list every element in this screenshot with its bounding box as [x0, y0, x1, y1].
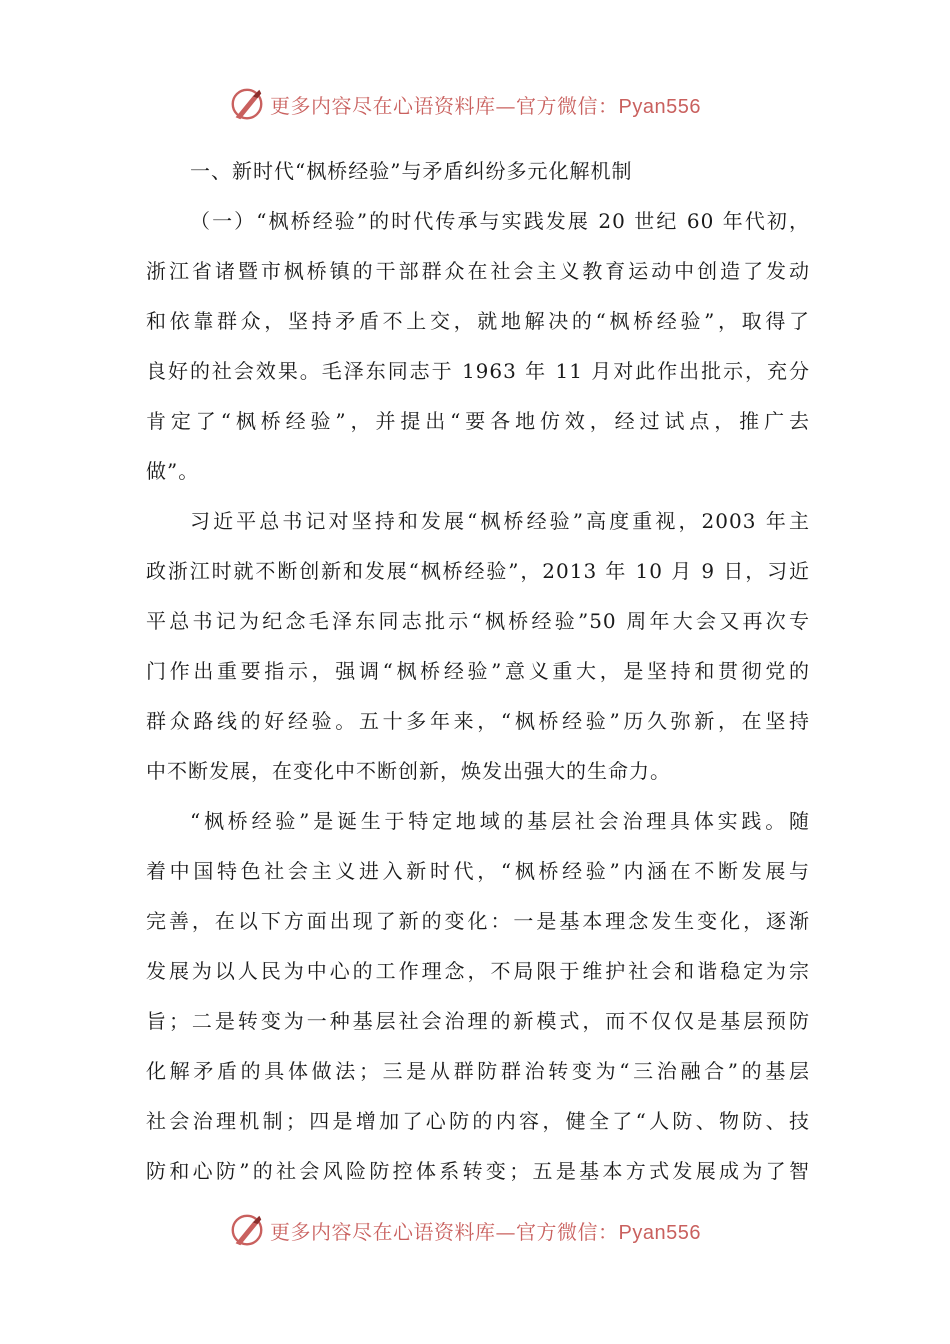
paragraph-line: 完善，在以下方面出现了新的变化：一是基本理念发生变化，逐渐	[146, 909, 810, 933]
paragraph-line: “枫桥经验”是诞生于特定地域的基层社会治理具体实践。随	[190, 809, 810, 833]
paragraph-line: 群众路线的好经验。五十多年来，“枫桥经验”历久弥新，在坚持	[146, 709, 810, 733]
paragraph-line: 平总书记为纪念毛泽东同志批示“枫桥经验”50 周年大会又再次专	[146, 609, 810, 633]
pen-logo-icon	[228, 1211, 266, 1249]
paragraph-line: 发展为以人民为中心的工作理念，不局限于维护社会和谐稳定为宗	[146, 959, 810, 983]
paragraph-1	[146, 196, 810, 496]
watermark-bottom	[228, 1210, 701, 1250]
paragraph-line: 良好的社会效果。毛泽东同志于 1963 年 11 月对此作出批示，充分	[146, 359, 810, 383]
paragraph-line: 中不断发展，在变化中不断创新，焕发出强大的生命力。	[146, 759, 671, 783]
paragraph-line: 社会治理机制；四是增加了心防的内容，健全了“人防、物防、技	[146, 1109, 810, 1133]
paragraph-line: 习近平总书记对坚持和发展“枫桥经验”高度重视，2003 年主	[190, 509, 810, 533]
section-heading: 一、新时代“枫桥经验”与矛盾纠纷多元化解机制	[190, 159, 633, 183]
paragraph-3	[146, 796, 810, 1196]
watermark-text: 更多内容尽在心语资料库—官方微信：Pyan556	[270, 1219, 701, 1244]
watermark-top	[228, 84, 701, 124]
pen-logo-icon	[228, 85, 266, 123]
paragraph-line: 化解矛盾的具体做法；三是从群防群治转变为“三治融合”的基层	[146, 1059, 810, 1083]
document-body	[146, 146, 810, 1196]
paragraph-line: 浙江省诸暨市枫桥镇的干部群众在社会主义教育运动中创造了发动	[146, 259, 810, 283]
paragraph-line: 旨；二是转变为一种基层社会治理的新模式，而不仅仅是基层预防	[146, 1009, 810, 1033]
paragraph-line: 政浙江时就不断创新和发展“枫桥经验”，2013 年 10 月 9 日，习近	[146, 559, 810, 583]
paragraph-line: 着中国特色社会主义进入新时代，“枫桥经验”内涵在不断发展与	[146, 859, 810, 883]
paragraph-line: 门作出重要指示，强调“枫桥经验”意义重大，是坚持和贯彻党的	[146, 659, 810, 683]
paragraph-line: 肯定了“枫桥经验”，并提出“要各地仿效，经过试点，推广去	[146, 409, 810, 433]
paragraph-line: 做”。	[146, 459, 200, 483]
paragraph-line: 防和心防”的社会风险防控体系转变；五是基本方式发展成为了智	[146, 1159, 810, 1183]
paragraph-line: （一）“枫桥经验”的时代传承与实践发展 20 世纪 60 年代初，	[190, 209, 810, 233]
paragraph-line: 和依靠群众，坚持矛盾不上交，就地解决的“枫桥经验”，取得了	[146, 309, 810, 333]
paragraph-2	[146, 496, 810, 796]
watermark-text: 更多内容尽在心语资料库—官方微信：Pyan556	[270, 93, 701, 118]
